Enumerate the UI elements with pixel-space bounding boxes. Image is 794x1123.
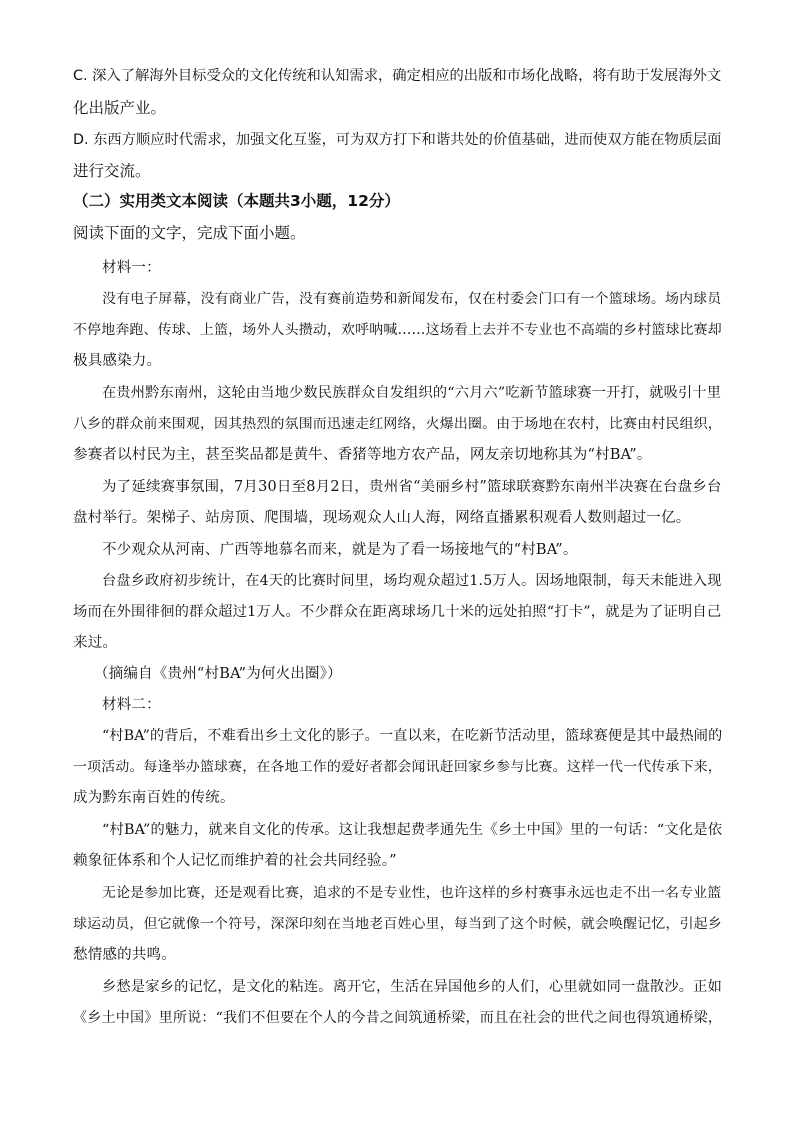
material-2-p1-line-1: “村BA”的背后，不难看出乡土文化的影子。一直以来，在吃新节活动里，篮球赛便是其中最热闹的 (102, 728, 723, 744)
material-2-p2-line-1: “村BA”的魅力，就来自文化的传承。这让我想起费孝通先生《乡土中国》里的一句话：“文化是依 (102, 822, 723, 838)
section-heading: （二）实用类文本阅读（本题共3小题，12分） (73, 192, 400, 210)
material-1-source: （摘编自《贵州“村BA”为何火出圈》） (94, 666, 342, 682)
option-c-line-1: C. 深入了解海外目标受众的文化传统和认知需求，确定相应的出版和市场化战略，将有助于发展海外文 (73, 68, 722, 84)
material-1-p1-line-2: 不停地奔跑、传球、上篮，场外人头攒动，欢呼呐喊……这场看上去并不专业也不高端的乡村篮球比赛却 (73, 322, 722, 338)
material-1-p2-line-1: 在贵州黔东南州，这轮由当地少数民族群众自发组织的“六月六”吃新节篮球赛一开打，就吸引十里 (102, 385, 722, 401)
material-1-p3-line-2: 盘村举行。架梯子、站房顶、爬围墙，现场观众人山人海，网络直播累积观看人数则超过一亿。 (73, 510, 691, 526)
material-2-p2-line-2: 赖象征体系和个人记忆而维护着的社会共同经验。” (73, 853, 397, 869)
option-d-line-2: 进行交流。 (73, 162, 151, 180)
material-2-label: 材料二： (102, 697, 161, 713)
material-2-p4-line-2: 《乡土中国》里所说：“我们不但要在个人的今昔之间筑通桥梁，而且在社会的世代之间也得筑通桥梁， (73, 1010, 723, 1026)
material-2-p3-line-3: 愁情感的共鸣。 (73, 947, 176, 963)
material-1-label: 材料一： (102, 260, 161, 276)
material-1-p5-line-3: 来过。 (73, 635, 118, 651)
material-1-p3-line-1: 为了延续赛事氛围，7月30日至8月2日，贵州省“美丽乡村”篮球联赛黔东南州半决赛在台盘乡台 (102, 479, 722, 495)
material-1-p4-line-1: 不少观众从河南、广西等地慕名而来，就是为了看一场接地气的“村BA”。 (102, 542, 578, 558)
material-2-p1-line-3: 成为黔东南百姓的传统。 (73, 790, 235, 806)
material-1-p1-line-1: 没有电子屏幕，没有商业广告，没有赛前造势和新闻发布，仅在村委会门口有一个篮球场。场内球员 (102, 291, 722, 307)
material-2-p1-line-2: 一项活动。每逢举办篮球赛，在各地工作的爱好者都会闻讯赶回家乡参与比赛。这样一代一代传承下来， (73, 759, 722, 775)
material-2-p3-line-2: 球运动员，但它就像一个符号，深深印刻在当地老百姓心里，每当到了这个时候，就会唤醒记忆，引起乡 (73, 916, 722, 932)
material-1-p2-line-2: 八乡的群众前来围观，因其热烈的氛围而迅速走红网络，火爆出圈。由于场地在农村，比赛由村民组织， (73, 416, 722, 432)
option-c-line-2: 化出版产业。 (73, 99, 167, 117)
material-1-p5-line-1: 台盘乡政府初步统计，在4天的比赛时间里，场均观众超过1.5万人。因场地限制，每天未能进入现 (102, 573, 722, 589)
material-2-p3-line-1: 无论是参加比赛，还是观看比赛，追求的不是专业性，也许这样的乡村赛事永远也走不出一名专业篮 (102, 885, 722, 901)
material-1-p2-line-3: 参赛者以村民为主，甚至奖品都是黄牛、香猪等地方农产品，网友亲切地称其为“村BA”。 (73, 447, 652, 463)
material-1-p1-line-3: 极具感染力。 (73, 353, 162, 369)
section-instruction: 阅读下面的文字，完成下面小题。 (73, 224, 306, 242)
material-1-p5-line-2: 场而在外围徘徊的群众超过1万人。不少群众在距离球场几十米的远处拍照“打卡”，就是为了证明自己 (73, 604, 722, 620)
material-2-p4-line-1: 乡愁是家乡的记忆，是文化的粘连。离开它，生活在异国他乡的人们，心里就如同一盘散沙。正如 (102, 979, 723, 995)
option-d-line-1: D. 东西方顺应时代需求，加强文化互鉴，可为双方打下和谐共处的价值基础，进而使双方能在物质层面 (73, 132, 722, 148)
